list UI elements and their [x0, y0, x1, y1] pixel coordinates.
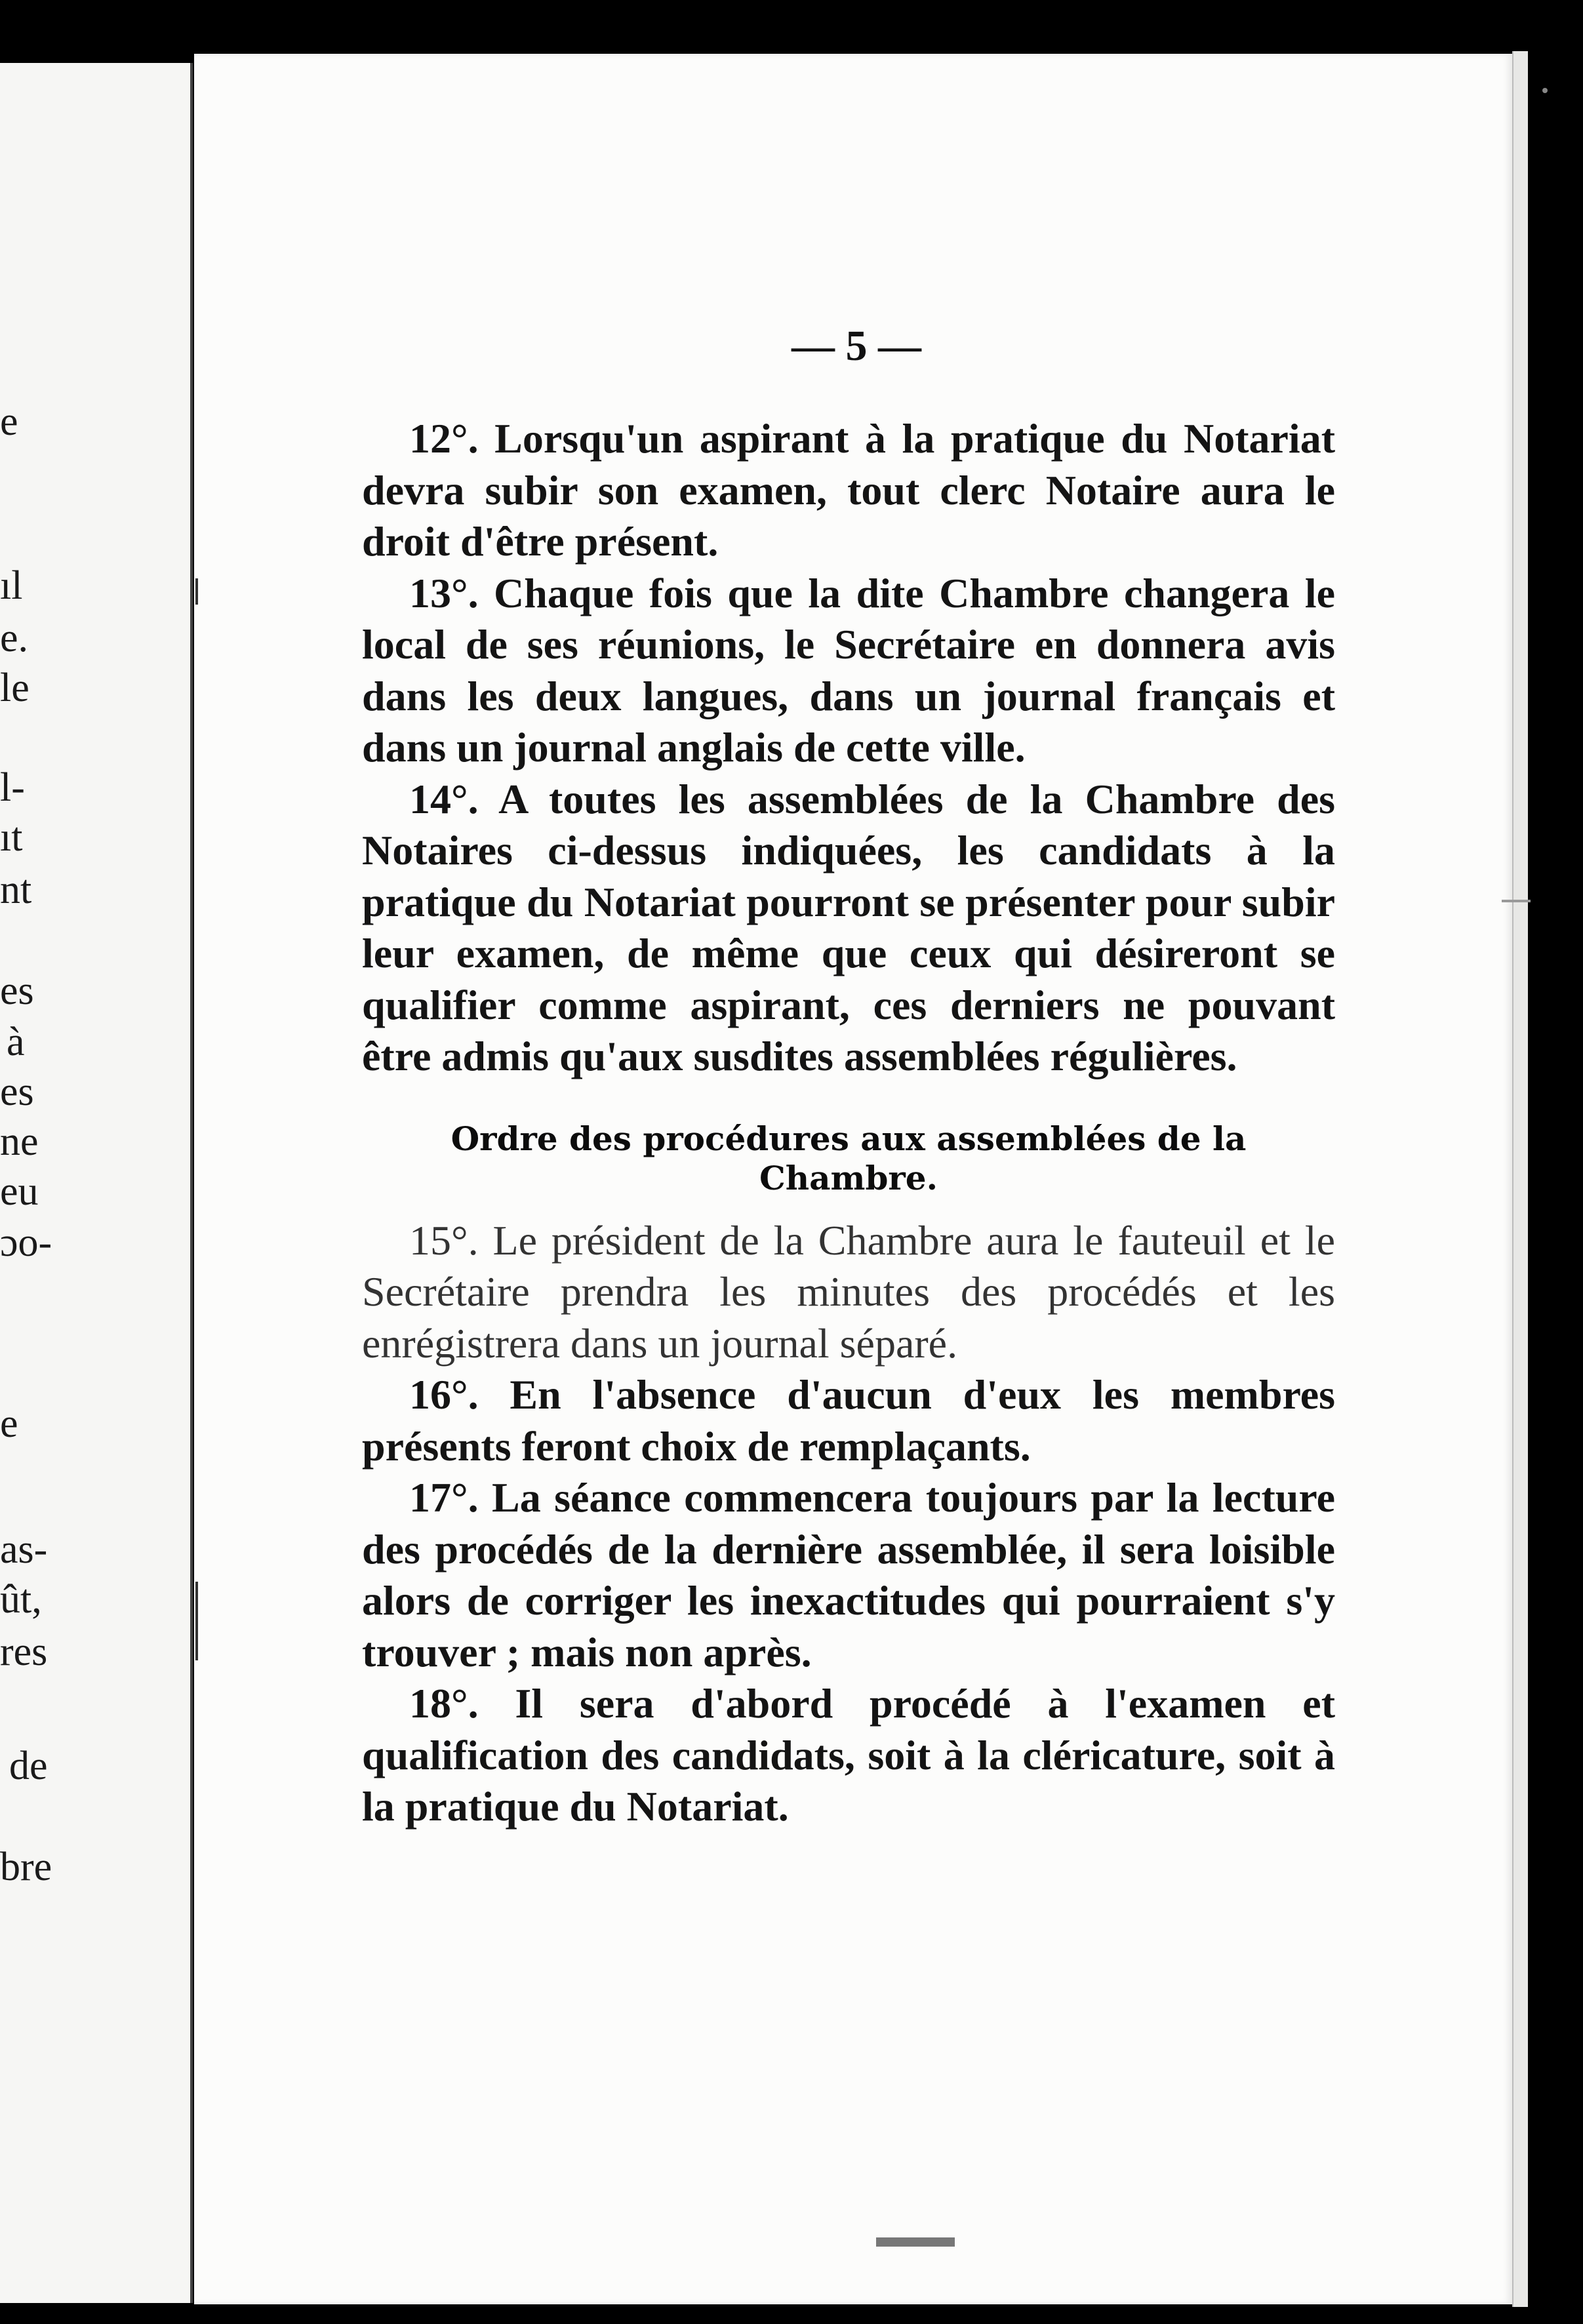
- facing-page-fragment: de: [9, 1744, 48, 1788]
- page-number: — 5 —: [792, 322, 921, 370]
- article-15: 15°. Le président de la Chambre aura le fauteuil et le Secrétaire prendra les minutes des procédés et les enrégistrera dans un journal séparé.: [362, 1216, 1335, 1367]
- facing-page-fragment: res: [0, 1630, 48, 1674]
- facing-page-edge: [0, 63, 193, 2303]
- book-page: [194, 54, 1512, 2304]
- facing-page-fragment: ne: [0, 1119, 39, 1164]
- facing-page-fragment: e: [0, 399, 18, 444]
- facing-page-fragment: as-: [0, 1527, 48, 1572]
- facing-page-fragment: e.: [0, 616, 29, 660]
- facing-page-fragment: e: [0, 1401, 18, 1446]
- page-body: [362, 413, 1335, 1833]
- article-14: 14°. A toutes les assemblées de la Chambre des Notaires ci-dessus indiquées, les candidats à la pratique du Notariat pourront se présenter pour subir leur examen, de même que ceux qui désireront se qualifier comme aspirant, ces derniers ne pouvant être admis qu'aux susdites assemblées régulières.: [362, 775, 1335, 1079]
- facing-page-fragment: ıt: [0, 815, 23, 860]
- facing-page-fragment: ût,: [0, 1577, 42, 1622]
- scan-speck: [195, 578, 198, 605]
- facing-page-fragment: ıl: [0, 563, 23, 608]
- page-edge: [1512, 51, 1528, 2307]
- facing-page-fragment: à: [7, 1020, 25, 1064]
- dust-speck: [1542, 88, 1548, 93]
- binding-mark: [876, 2237, 955, 2247]
- section-heading: Ordre des procédures aux assemblées de la Chambre.: [451, 1119, 1247, 1197]
- facing-page-fragment: ɔo-: [0, 1220, 52, 1265]
- facing-page-fragment: le: [0, 666, 30, 710]
- article-17: 17°. La séance commencera toujours par la lecture des procédés de la dernière assemblée, il sera loisible alors de corriger les inexactitudes qui pourraient s'y trouver ; mais non après.: [362, 1474, 1335, 1675]
- edge-tick: [1502, 900, 1531, 902]
- facing-page-fragment: nt: [0, 868, 32, 912]
- facing-page-fragment: es: [0, 969, 34, 1013]
- facing-page-fragment: eu: [0, 1169, 39, 1214]
- facing-page-fragment: l-: [0, 765, 25, 810]
- facing-page-fragment: es: [0, 1070, 34, 1114]
- scan-speck: [195, 1582, 198, 1660]
- facing-page-fragment: bre: [0, 1845, 52, 1889]
- article-18: 18°. Il sera d'abord procédé à l'examen et qualification des candidats, soit à la cléricature, soit à la pratique du Notariat.: [362, 1680, 1335, 1830]
- article-16: 16°. En l'absence d'aucun d'eux les membres présents feront choix de remplaçants.: [362, 1371, 1335, 1470]
- article-13: 13°. Chaque fois que la dite Chambre changera le local de ses réunions, le Secrétaire en donnera avis dans les deux langues, dans un journal français et dans un journal anglais de cette ville.: [362, 569, 1335, 771]
- article-12: 12°. Lorsqu'un aspirant à la pratique du Notariat devra subir son examen, tout clerc Notaire aura le droit d'être présent.: [362, 415, 1335, 565]
